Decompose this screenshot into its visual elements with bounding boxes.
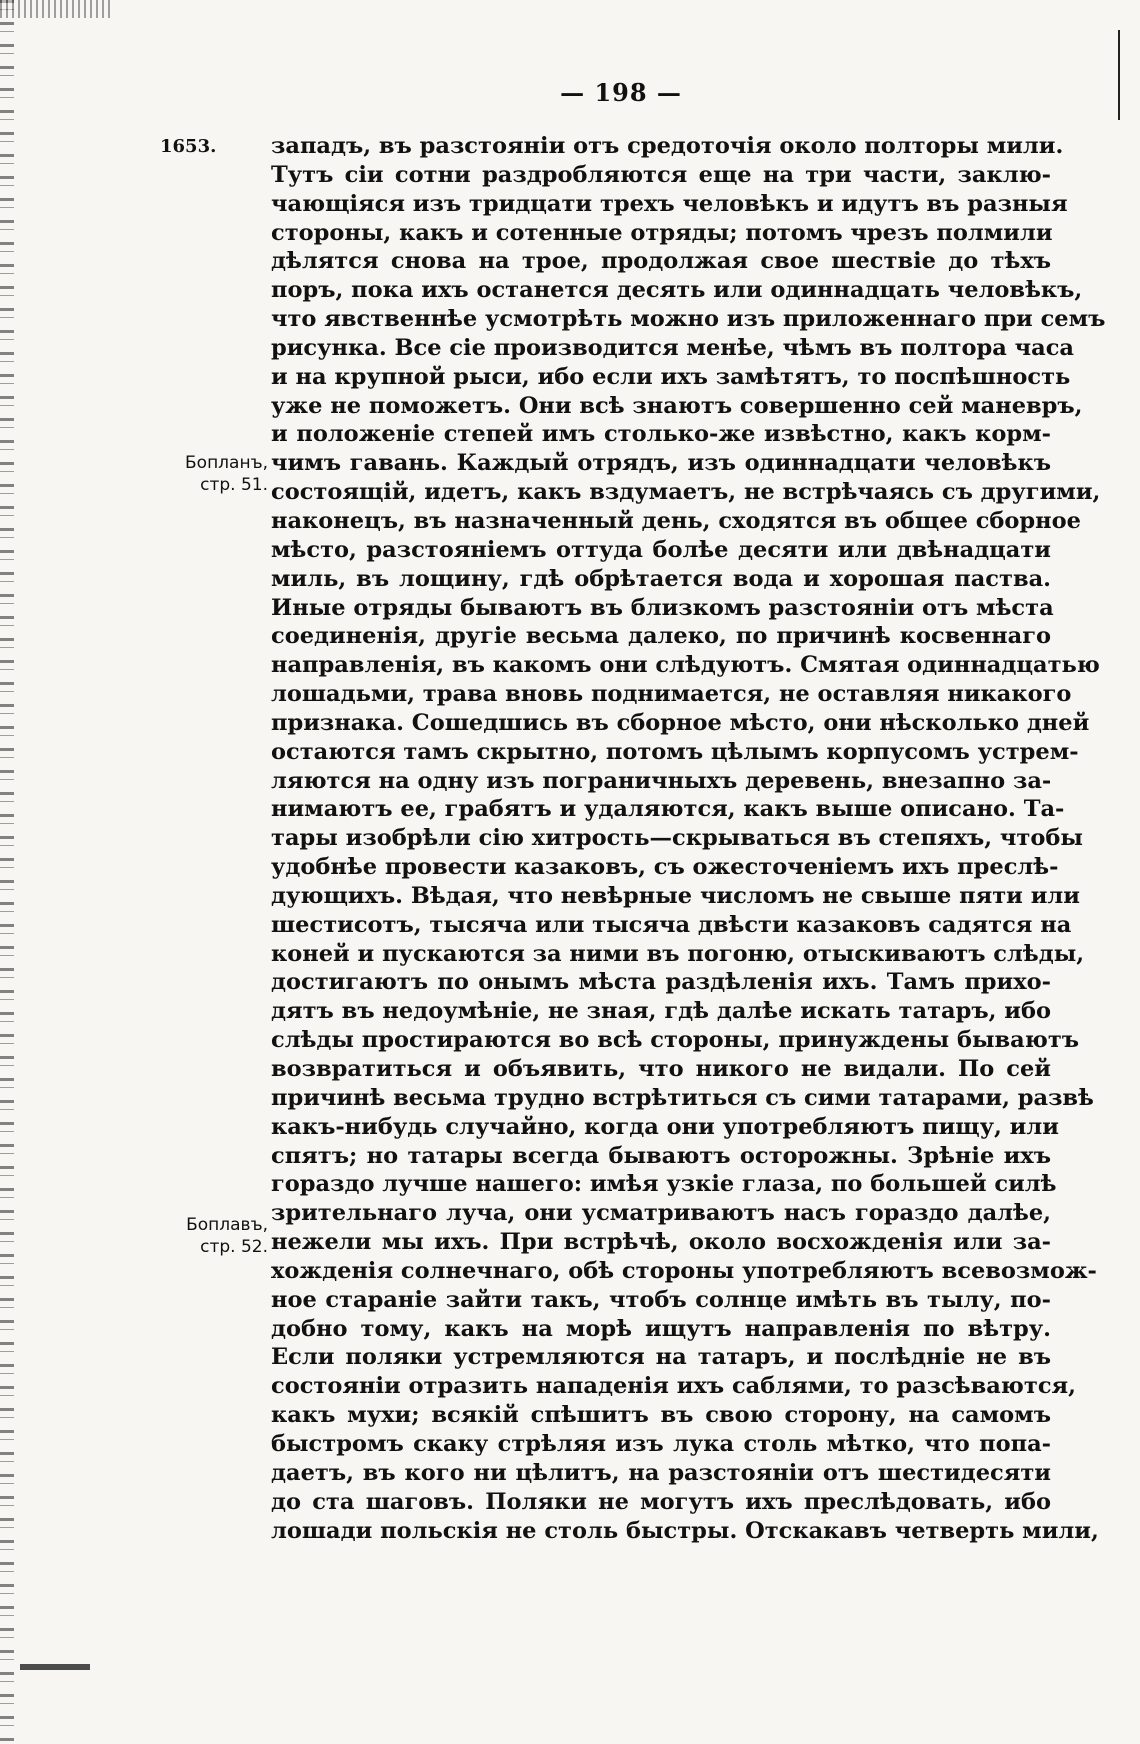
text-line: зрительнаго луча, они усматриваютъ насъ гораздо далѣе, [271, 1200, 1051, 1227]
text-line: Если поляки устремляются на татаръ, и послѣдніе не въ [271, 1344, 1051, 1371]
text-line: рисунка. Все сіе производится менѣе, чѣмъ въ полтора часа [271, 334, 1074, 361]
text-line: западъ, въ разстояніи отъ средоточія около полторы мили. [271, 133, 1064, 159]
body-text [271, 132, 1106, 1545]
text-line: удобнѣе провести казаковъ, съ ожесточеніемъ ихъ преслѣ- [271, 854, 1059, 881]
text-line: дующихъ. Вѣдая, что невѣрные числомъ не свыше пяти или [271, 882, 1080, 909]
scan-left-edge [0, 0, 14, 1744]
text-line: какъ мухи; всякій спѣшитъ въ свою сторону, на самомъ [271, 1402, 1051, 1429]
text-line: чимъ гавань. Каждый отрядъ, изъ одиннадцати человѣкъ [271, 450, 1051, 477]
text-line: дѣлятся снова на трое, продолжая свое шествіе до тѣхъ [271, 248, 1051, 275]
text-line: даетъ, въ кого ни цѣлитъ, на разстояніи отъ шестидесяти [271, 1459, 1051, 1486]
text-line: состояніи отразить нападенія ихъ саблями, то разсѣваются, [271, 1373, 1076, 1400]
text-line: быстромъ скаку стрѣляя изъ лука столь мѣтко, что попа- [271, 1430, 1051, 1457]
text-line: хожденія солнечнаго, обѣ стороны употребляютъ всевозмож- [271, 1257, 1097, 1284]
text-line: шестисотъ, тысяча или тысяча двѣсти казаковъ садятся на [271, 911, 1072, 938]
text-line: слѣды простираются во всѣ стороны, принуждены бываютъ [271, 1027, 1080, 1054]
text-line: поръ, пока ихъ останется десять или одиннадцать человѣкъ, [271, 277, 1083, 304]
margin-note-page: стр. 51. [200, 475, 268, 495]
text-line: и положеніе степей имъ столько-же извѣстно, какъ корм- [271, 421, 1051, 448]
text-line: лошадьми, трава вновь поднимается, не оставляя никакого [271, 681, 1072, 708]
text-line: коней и пускаются за ними въ погоню, отыскиваютъ слѣды, [271, 940, 1085, 967]
text-line: до ста шаговъ. Поляки не могутъ ихъ преслѣдовать, ибо [271, 1488, 1051, 1515]
text-line: и на крупной рыси, ибо если ихъ замѣтятъ, то поспѣшность [271, 363, 1071, 390]
text-line: тары изобрѣли сію хитрость—скрываться въ степяхъ, чтобы [271, 825, 1083, 852]
margin-note-reference [160, 1214, 268, 1258]
margin-note-author: Боплавъ, [186, 1215, 268, 1235]
text-line: что явственнѣе усмотрѣть можно изъ приложеннаго при семъ [271, 306, 1106, 333]
text-line: признака. Сошедшись въ сборное мѣсто, они нѣсколько дней [271, 709, 1090, 736]
text-line: достигаютъ по онымъ мѣста раздѣленія ихъ. Тамъ прихо- [271, 969, 1051, 996]
text-line: стороны, какъ и сотенные отряды; потомъ чрезъ полмили [271, 219, 1053, 246]
text-line: уже не поможетъ. Они всѣ знаютъ совершенно сей маневръ, [271, 392, 1083, 419]
text-line: спятъ; но татары всегда бываютъ осторожны. Зрѣніе ихъ [271, 1142, 1051, 1169]
text-line: гораздо лучше нашего: имѣя узкіе глаза, по большей силѣ [271, 1171, 1057, 1198]
margin-note-reference [160, 452, 268, 496]
margin-note-author: Бопланъ, [185, 453, 268, 473]
page-number [0, 78, 1140, 107]
text-line: Тутъ сіи сотни раздробляются еще на три части, заклю- [271, 161, 1051, 188]
text-line: остаются тамъ скрытно, потомъ цѣлымъ корпусомъ устрем- [271, 738, 1079, 765]
text-line: чающіяся изъ тридцати трехъ человѣкъ и идутъ въ разныя [271, 190, 1068, 217]
scan-bottom-edge [20, 1664, 90, 1670]
text-line: добно тому, какъ на морѣ ищутъ направленія по вѣтру. [271, 1315, 1051, 1342]
text-line: нимаютъ ее, грабятъ и удаляются, какъ выше описано. Та- [271, 796, 1065, 823]
text-line: нежели мы ихъ. При встрѣчѣ, около восхожденія или за- [271, 1229, 1051, 1256]
text-line: мѣсто, разстояніемъ оттуда болѣе десяти или двѣнадцати [271, 536, 1051, 563]
text-line: Иные отряды бываютъ въ близкомъ разстояніи отъ мѣста [271, 594, 1054, 621]
text-line: какъ-нибудь случайно, когда они употребляютъ пищу, или [271, 1113, 1059, 1140]
text-line: наконецъ, въ назначенный день, сходятся въ общее сборное [271, 507, 1081, 534]
text-line: ляются на одну изъ пограничныхъ деревень, внезапно за- [271, 767, 1052, 794]
scan-top-edge [0, 0, 110, 18]
text-line: миль, въ лощину, гдѣ обрѣтается вода и хорошая паства. [271, 565, 1051, 592]
text-line: возвратиться и объявить, что никого не видали. По сей [271, 1056, 1051, 1082]
text-line: состоящій, идетъ, какъ вздумаетъ, не встрѣчаясь съ другими, [271, 479, 1101, 506]
page-number-text: — 198 — [560, 78, 682, 107]
margin-year: 1653. [160, 136, 217, 157]
text-line: соединенія, другіе весьма далеко, по причинѣ косвеннаго [271, 623, 1051, 650]
margin-note-page: стр. 52. [200, 1237, 268, 1257]
text-line: причинѣ весьма трудно встрѣтиться съ сими татарами, развѣ [271, 1084, 1094, 1111]
text-line: лошади польскія не столь быстры. Отскакавъ четверть мили, [271, 1517, 1099, 1544]
text-line: направленія, въ какомъ они слѣдуютъ. Смятая одиннадцатью [271, 652, 1100, 679]
text-line: дятъ въ недоумѣніе, не зная, гдѣ далѣе искать татаръ, ибо [271, 998, 1051, 1025]
text-line: ное стараніе зайти такъ, чтобъ солнце имѣть въ тылу, по- [271, 1286, 1051, 1313]
